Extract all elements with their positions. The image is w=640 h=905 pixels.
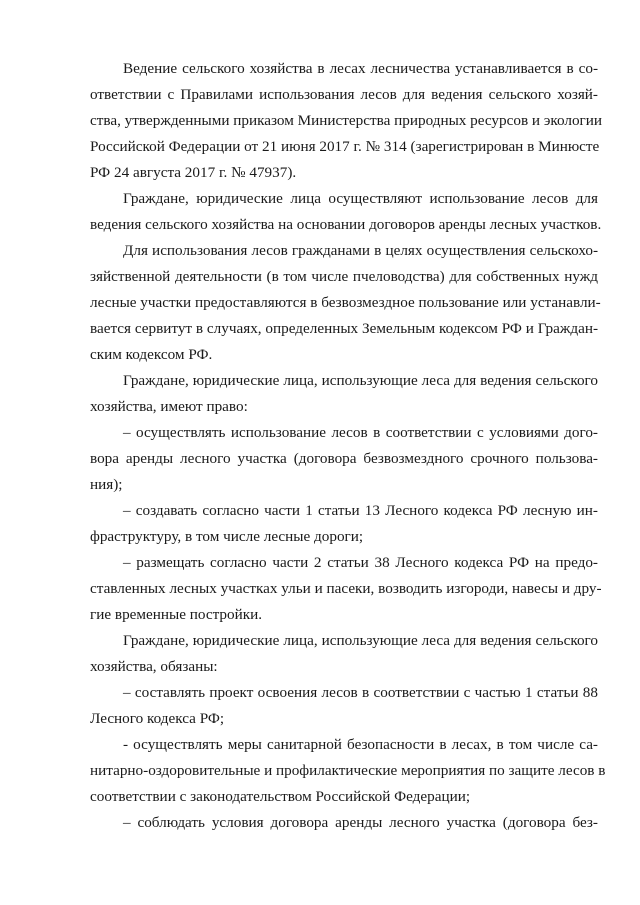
text-line: хозяйства, обязаны:	[90, 658, 218, 675]
text-line: лесные участки предоставляются в безвозмездное пользование или устанавли-	[90, 294, 601, 311]
text-line: Ведение сельского хозяйства в лесах лесничества устанавливается в со-	[123, 60, 598, 77]
text-line: ния);	[90, 476, 123, 493]
text-line: гие временные постройки.	[90, 606, 263, 623]
text-line: соответствии с законодательством Российской Федерации;	[90, 788, 471, 805]
text-line: – размещать согласно части 2 статьи 38 Лесного кодекса РФ на предо-	[123, 554, 598, 571]
text-line: ства, утвержденными приказом Министерства природных ресурсов и экологии	[90, 112, 603, 129]
text-line: фраструктуру, в том числе лесные дороги;	[90, 528, 364, 545]
text-line: ским кодексом РФ.	[90, 346, 213, 363]
text-line: зяйственной деятельности (в том числе пчеловодства) для собственных нужд	[90, 268, 598, 285]
text-line: - осуществлять меры санитарной безопасности в лесах, в том числе са-	[123, 736, 598, 753]
document-body	[90, 56, 606, 836]
text-line: хозяйства, имеют право:	[90, 398, 248, 415]
text-line: РФ 24 августа 2017 г. № 47937).	[90, 164, 297, 181]
text-line: Граждане, юридические лица, использующие леса для ведения сельского	[123, 632, 598, 649]
text-line: – составлять проект освоения лесов в соответствии с частью 1 статьи 88	[123, 684, 598, 701]
text-line: вора аренды лесного участка (договора безвозмездного срочного пользова-	[90, 450, 598, 467]
text-line: ответствии с Правилами использования лесов для ведения сельского хозяй-	[90, 86, 598, 103]
text-line: Лесного кодекса РФ;	[90, 710, 225, 727]
text-line: нитарно-оздоровительные и профилактические мероприятия по защите лесов в	[90, 762, 606, 779]
text-line: Граждане, юридические лица осуществляют использование лесов для	[123, 190, 598, 207]
text-line: Для использования лесов гражданами в целях осуществления сельскохо-	[123, 242, 598, 259]
text-line: ставленных лесных участках ульи и пасеки, возводить изгороди, навесы и дру-	[90, 580, 602, 597]
text-line: Граждане, юридические лица, использующие леса для ведения сельского	[123, 372, 598, 389]
text-line: ведения сельского хозяйства на основании договоров аренды лесных участков.	[90, 216, 602, 233]
text-line: – соблюдать условия договора аренды лесного участка (договора без-	[123, 814, 598, 831]
text-line: вается сервитут в случаях, определенных Земельным кодексом РФ и Граждан-	[90, 320, 598, 337]
text-line: Российской Федерации от 21 июня 2017 г. № 314 (зарегистрирован в Минюсте	[90, 138, 600, 155]
text-line: – создавать согласно части 1 статьи 13 Лесного кодекса РФ лесную ин-	[123, 502, 598, 519]
text-line: – осуществлять использование лесов в соответствии с условиями дого-	[123, 424, 598, 441]
